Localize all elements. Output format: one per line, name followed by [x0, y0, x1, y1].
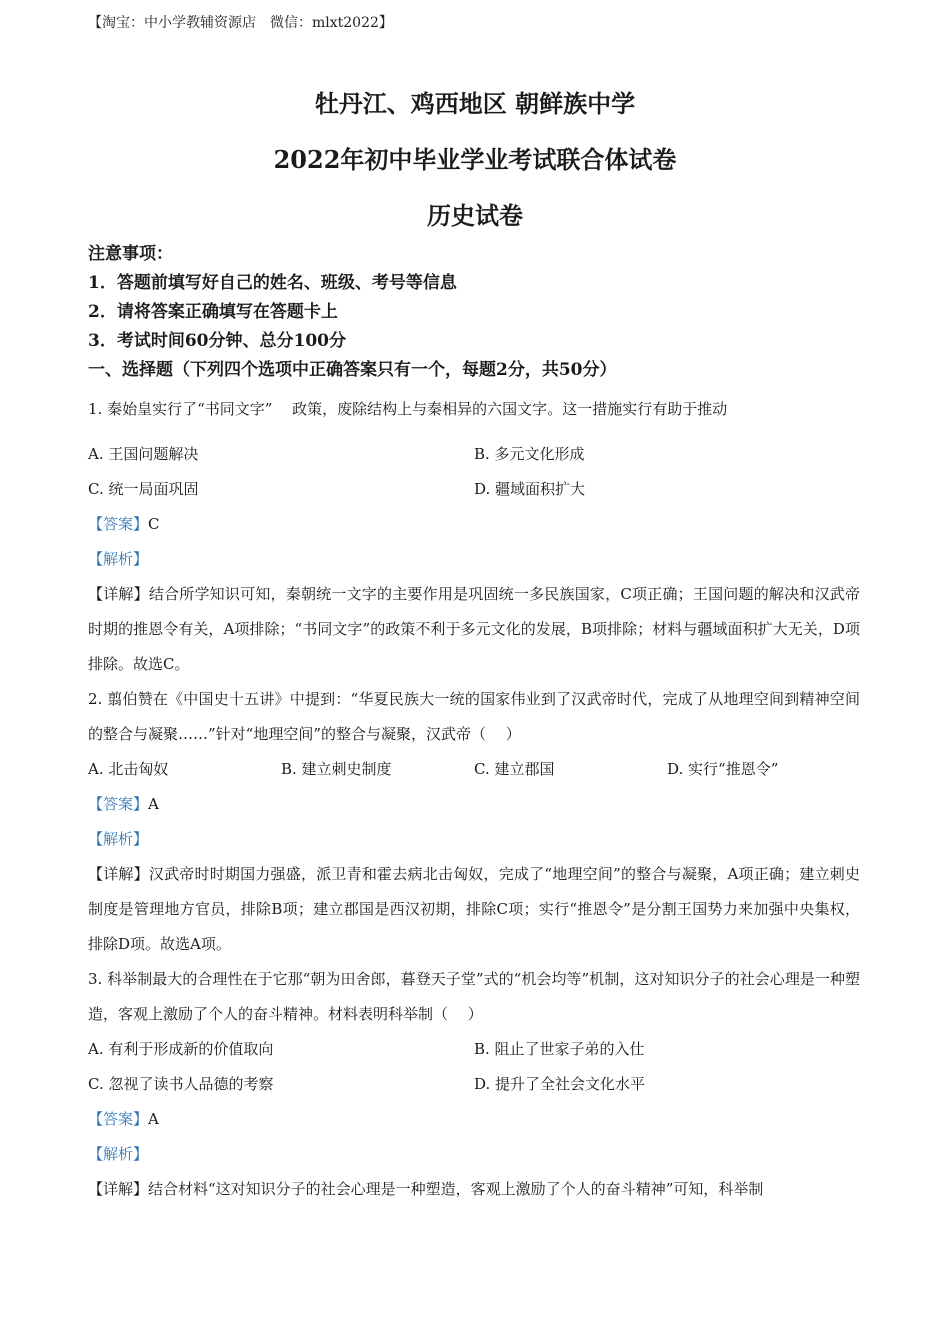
detail-text: 结合材料“这对知识分子的社会心理是一种塑造，客观上激励了个人的奋斗精神”可知，科举制	[148, 1180, 764, 1198]
analysis-label: 【解析】	[88, 1145, 149, 1163]
notice-heading: 注意事项：	[88, 244, 173, 264]
option: C. 建立郡国	[474, 760, 555, 778]
detail-paragraph	[88, 857, 860, 962]
question-2-options	[88, 752, 860, 787]
answer-label: 【答案】	[88, 515, 149, 533]
answer-value: A	[148, 795, 159, 813]
question-1-stem: 1. 秦始皇实行了“书同文字” 政策，废除结构上与秦相异的六国文字。这一措施实行有助于推动	[88, 400, 728, 418]
detail-paragraph	[88, 1172, 860, 1207]
exam-title-subject: 历史试卷	[427, 201, 523, 230]
option: A. 有利于形成新的价值取向	[88, 1040, 274, 1058]
question-3-options	[88, 1067, 860, 1102]
option: D. 实行“推恩令”	[667, 760, 779, 778]
option: A. 北击匈奴	[88, 760, 169, 778]
notice-item: 2．请将答案正确填写在答题卡上	[88, 302, 338, 322]
option: D. 疆域面积扩大	[474, 480, 586, 498]
detail-label: 【详解】	[88, 865, 149, 883]
option: B. 阻止了世家子弟的入仕	[474, 1040, 645, 1058]
question-2-stem: 2. 翦伯赞在《中国史十五讲》中提到：“华夏民族大一统的国家伟业到了汉武帝时代，完成了从地理空间到精神空间的整合与凝聚……”针对“地理空间”的整合与凝聚，汉武帝（ ）	[88, 690, 860, 743]
detail-text: 结合所学知识可知，秦朝统一文字的主要作用是巩固统一多民族国家，C项正确；王国问题的解决和汉武帝时期的推恩令有关，A项排除；“书同文字”的政策不利于多元文化的发展，B项排除；材料与疆域面积扩大无关，D项排除。故选C。	[88, 585, 860, 673]
notice-item: 3．考试时间60分钟、总分100分	[88, 331, 346, 351]
answer-label: 【答案】	[88, 795, 149, 813]
detail-text: 汉武帝时时期国力强盛，派卫青和霍去病北击匈奴，完成了“地理空间”的整合与凝聚，A项正确；建立刺史制度是管理地方官员，排除B项；建立郡国是西汉初期，排除C项；实行“推恩令”是分割王国势力来加强中央集权，排除D项。故选A项。	[88, 865, 860, 953]
question-1-options	[88, 472, 860, 507]
questions-content	[88, 392, 860, 1207]
answer-label: 【答案】	[88, 1110, 149, 1128]
answer-line	[88, 787, 860, 822]
notice-item: 1．答题前填写好自己的姓名、班级、考号等信息	[88, 273, 457, 293]
option: B. 建立刺史制度	[281, 760, 392, 778]
detail-label: 【详解】	[88, 1180, 149, 1198]
detail-paragraph	[88, 577, 860, 682]
answer-line	[88, 507, 860, 542]
answer-value: C	[148, 515, 160, 533]
section-heading: 一、选择题（下列四个选项中正确答案只有一个，每题2分，共50分）	[88, 360, 617, 380]
header-note: 【淘宝：中小学教辅资源店 微信：mlxt2022】	[88, 15, 393, 31]
answer-value: A	[148, 1110, 159, 1128]
question-3-options	[88, 1032, 860, 1067]
analysis-label: 【解析】	[88, 830, 149, 848]
exam-title-school: 牡丹江、鸡西地区 朝鲜族中学	[314, 89, 636, 118]
option: A. 王国问题解决	[88, 445, 199, 463]
option: D. 提升了全社会文化水平	[474, 1075, 646, 1093]
answer-line	[88, 1102, 860, 1137]
question-3-stem: 3. 科举制最大的合理性在于它那“朝为田舍郎，暮登天子堂”式的“机会均等”机制，这对知识分子的社会心理是一种塑造，客观上激励了个人的奋斗精神。材料表明科举制（ ）	[88, 970, 860, 1023]
analysis-label: 【解析】	[88, 550, 149, 568]
exam-title-exam: 2022年初中毕业学业考试联合体试卷	[273, 145, 677, 174]
notice-section	[88, 240, 868, 385]
option: B. 多元文化形成	[474, 445, 585, 463]
option: C. 忽视了读书人品德的考察	[88, 1075, 274, 1093]
detail-label: 【详解】	[88, 585, 149, 603]
option: C. 统一局面巩固	[88, 480, 199, 498]
question-1-options	[88, 437, 860, 472]
